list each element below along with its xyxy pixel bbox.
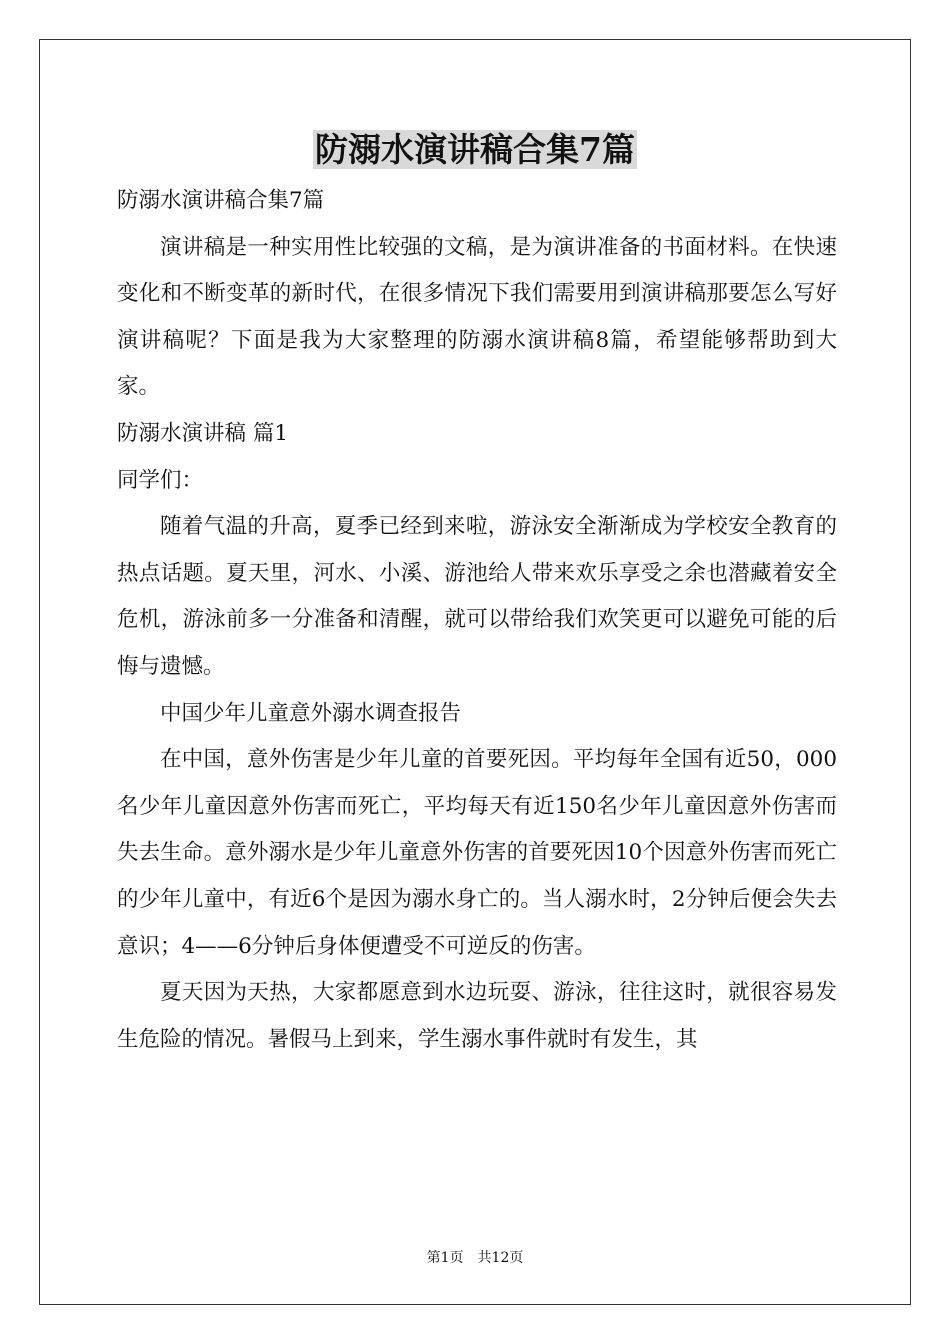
document-body bbox=[117, 178, 837, 1063]
paragraph-section-heading: 防溺水演讲稿 篇1 bbox=[117, 420, 289, 446]
document-title-text: 防溺水演讲稿合集7篇 bbox=[315, 130, 635, 169]
paragraph-intro: 演讲稿是一种实用性比较强的文稿，是为演讲准备的书面材料。在快速变化和不断变革的新时代，在很多情况下我们需要用到演讲稿那要怎么写好演讲稿呢？下面是我为大家整理的防溺水演讲稿8篇，希望能够帮助到大家。 bbox=[117, 234, 837, 400]
page-number: 第1页 共12页 bbox=[426, 1250, 524, 1266]
paragraph-salutation: 同学们： bbox=[117, 467, 204, 493]
paragraph-body: 随着气温的升高，夏季已经到来啦，游泳安全渐渐成为学校安全教育的热点话题。夏天里，河水、小溪、游池给人带来欢乐享受之余也潜藏着安全危机，游泳前多一分准备和清醒，就可以带给我们欢笑更可以避免可能的后悔与遗憾。 bbox=[117, 514, 837, 679]
paragraph-subheading: 中国少年儿童意外溺水调查报告 bbox=[160, 700, 462, 726]
paragraph-body: 夏天因为天热，大家都愿意到水边玩耍、游泳，往往这时，就很容易发生危险的情况。暑假马上到来，学生溺水事件就时有发生，其 bbox=[117, 980, 837, 1052]
page-footer bbox=[0, 1248, 950, 1268]
document-title bbox=[0, 128, 950, 172]
paragraph-body: 在中国，意外伤害是少年儿童的首要死因。平均每年全国有近50，000名少年儿童因意外伤害而死亡，平均每天有近150名少年儿童因意外伤害而失去生命。意外溺水是少年儿童意外伤害的首要死因10个因意外伤害而死亡的少年儿童中，有近6个是因为溺水身亡的。当人溺水时，2分钟后便会失去意识；4——6分钟后身体便遭受不可逆反的伤害。 bbox=[117, 747, 837, 959]
paragraph-heading: 防溺水演讲稿合集7篇 bbox=[117, 188, 325, 213]
